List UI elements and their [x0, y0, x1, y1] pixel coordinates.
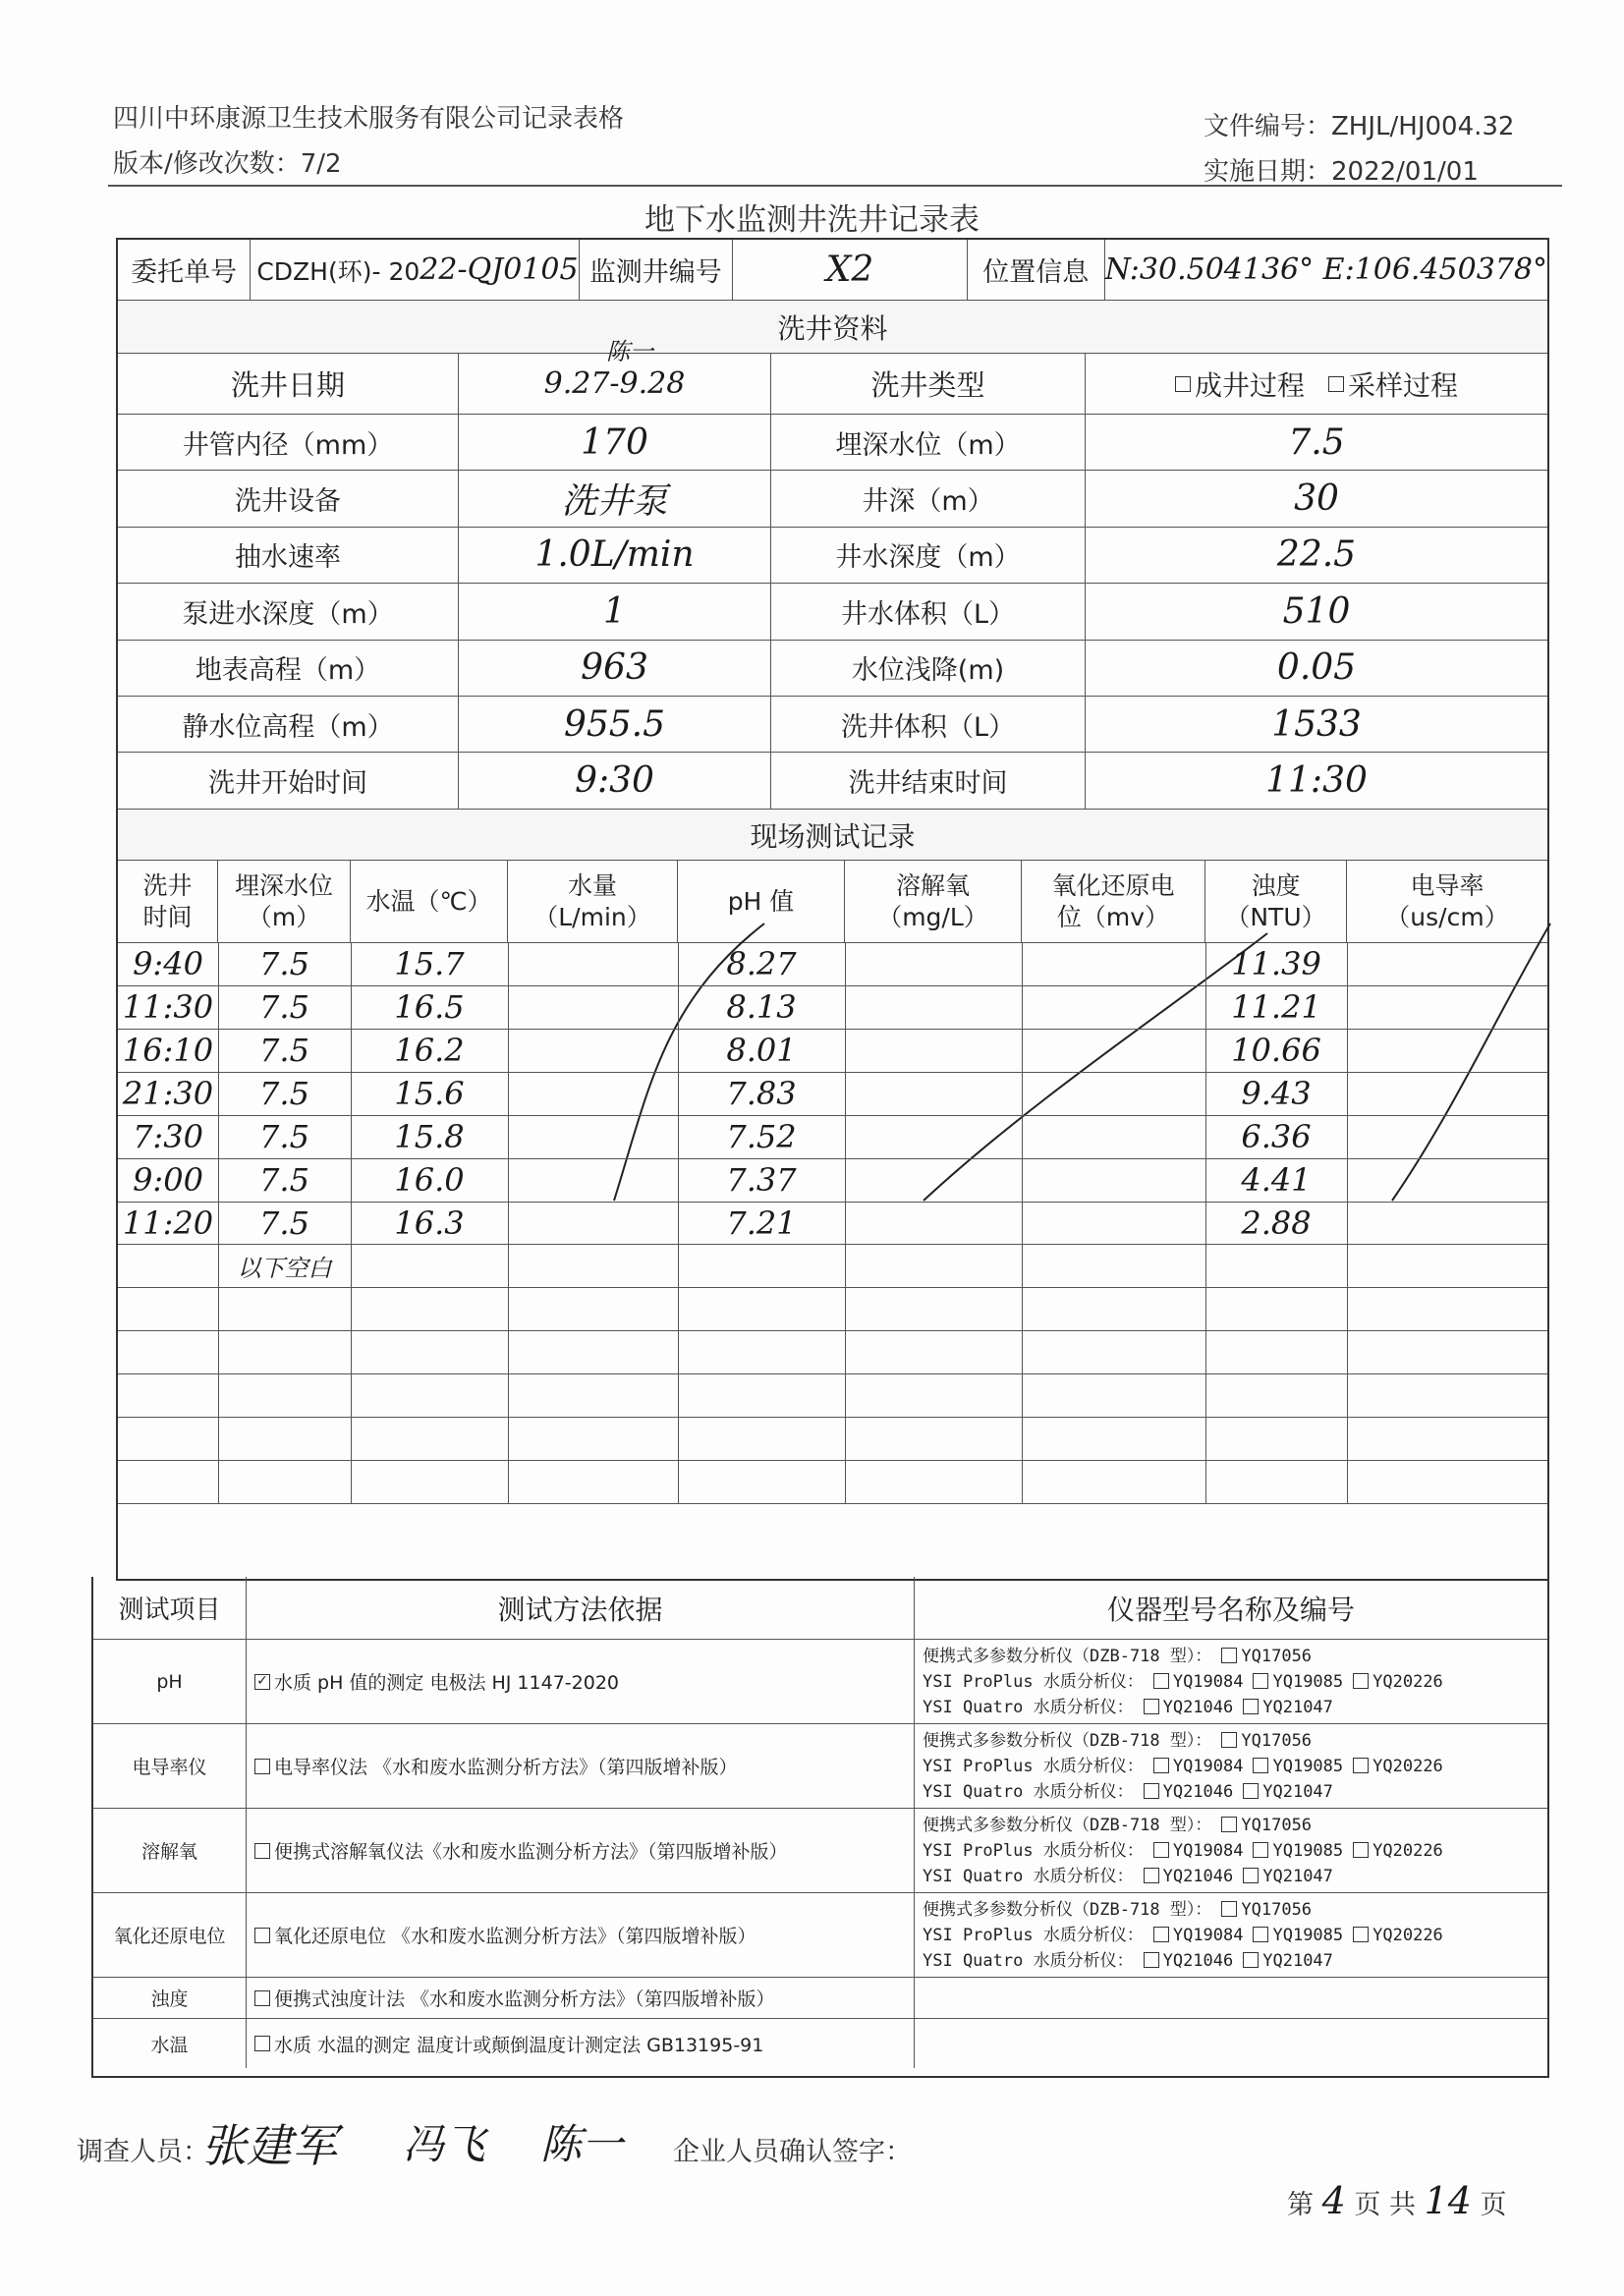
signature-2: 冯飞: [403, 2120, 486, 2168]
info-label: 埋深水位（m）: [771, 415, 1086, 470]
instrument-code: YQ17056: [1241, 1646, 1313, 1666]
info-value: 22.5: [1276, 534, 1357, 576]
method-item: 氧化还原电位: [93, 1893, 247, 1977]
checkbox-sampling[interactable]: [1328, 376, 1344, 392]
field-data-grid: [118, 943, 1547, 1504]
method-cell: [247, 1978, 915, 2018]
page-prefix: 第: [1287, 2190, 1314, 2220]
wash-date-note: 陈一: [606, 338, 653, 365]
instrument-code: YQ19085: [1272, 1756, 1344, 1776]
info-label: 地表高程（m）: [118, 641, 459, 696]
field-cell-ph: 8.27: [726, 945, 797, 983]
wash-date-value: [459, 338, 771, 414]
instrument-line: [923, 1864, 1443, 1889]
method-cell: [247, 1724, 915, 1808]
page-number: [1287, 2179, 1507, 2222]
wash-date-label: 洗井日期: [118, 354, 459, 414]
instrument-code: YQ19085: [1272, 1840, 1344, 1861]
instrument-code: YQ20226: [1372, 1671, 1443, 1692]
instrument-line: [923, 1695, 1443, 1720]
wash-type-options: [1086, 354, 1547, 414]
instrument-line: [923, 1728, 1443, 1754]
field-cell-ntu: 11.21: [1231, 988, 1321, 1027]
field-cell-temp: 15.6: [394, 1075, 465, 1113]
instrument-name: YSI ProPlus 水质分析仪：: [923, 1925, 1144, 1945]
field-cell-time: 7:30: [133, 1118, 203, 1156]
instrument-list: [923, 1644, 1443, 1720]
table-row: [118, 1245, 1547, 1288]
field-cell-ph: 7.83: [726, 1075, 797, 1113]
wash-info-row: [118, 471, 1547, 527]
info-label: 井管内径（mm）: [118, 415, 459, 470]
investigator-label: 调查人员：: [77, 2137, 209, 2167]
instrument-list: [923, 1728, 1443, 1805]
info-value: 11:30: [1265, 760, 1368, 802]
wash-info-row: [118, 697, 1547, 753]
method-checkbox[interactable]: [254, 1843, 270, 1859]
wash-date-hand: 9.27-9.28: [543, 366, 686, 401]
document-number: 文件编号：ZHJL/HJ004.32: [1204, 112, 1515, 141]
info-value: 7.5: [1288, 421, 1345, 463]
instrument-cell: [915, 1893, 1547, 1977]
info-value: 1: [459, 584, 771, 639]
info-label: 井水深度（m）: [771, 528, 1086, 583]
instrument-checkbox[interactable]: [1243, 1952, 1259, 1968]
wash-info-row: [118, 528, 1547, 584]
instrument-code: YQ19084: [1172, 1925, 1244, 1945]
entrust-label: 委托单号: [118, 240, 251, 300]
method-item: 浊度: [93, 1978, 247, 2018]
table-row: [118, 1203, 1547, 1246]
instrument-code: YQ21047: [1262, 1781, 1333, 1802]
version-label: 版本/修改次数：7/2: [113, 149, 342, 179]
field-cell-depth: 7.5: [259, 988, 309, 1027]
instrument-checkbox[interactable]: [1221, 1648, 1237, 1663]
info-value: 510: [1282, 590, 1351, 632]
instrument-code: YQ21046: [1162, 1781, 1234, 1802]
info-value: 30: [1294, 478, 1339, 520]
instrument-line: [923, 1813, 1443, 1838]
method-text: 便携式浊度计法 《水和废水监测分析方法》（第四版增补版）: [274, 1988, 775, 2010]
location-value: N:30.504136° E:106.450378°: [1104, 252, 1547, 287]
field-cell-ntu: 9.43: [1241, 1075, 1312, 1113]
instrument-checkbox[interactable]: [1221, 1732, 1237, 1748]
signature-3: 陈一: [540, 2120, 624, 2168]
instrument-line: [923, 1644, 1443, 1669]
instrument-name: 便携式多参数分析仪（DZB-718 型）：: [923, 1815, 1212, 1835]
entrust-value: [251, 240, 579, 300]
header-rule: [108, 185, 1562, 187]
instrument-cell: [915, 1978, 1547, 2018]
implementation-date: 实施日期：2022/01/01: [1204, 157, 1479, 187]
field-cell-temp: 16.2: [394, 1032, 465, 1070]
method-item: 水温: [93, 2019, 247, 2068]
methods-header-row: [93, 1577, 1547, 1640]
table-row: [118, 1288, 1547, 1331]
methods-section: [118, 1504, 1547, 1579]
location-label: 位置信息: [968, 240, 1105, 300]
table-row: [118, 986, 1547, 1030]
instrument-checkbox[interactable]: [1221, 1901, 1237, 1917]
instrument-code: YQ19085: [1272, 1925, 1344, 1945]
instrument-code: YQ21047: [1262, 1697, 1333, 1717]
method-checkbox[interactable]: [254, 1759, 270, 1774]
top-info-row: [118, 240, 1547, 301]
instrument-code: YQ21046: [1162, 1697, 1234, 1717]
method-text: 便携式溶解氧仪法《水和废水监测分析方法》（第四版增补版）: [274, 1841, 788, 1863]
instrument-code: YQ20226: [1372, 1756, 1443, 1776]
well-no-label: 监测井编号: [580, 240, 734, 300]
instrument-name: YSI ProPlus 水质分析仪：: [923, 1756, 1144, 1776]
wash-info-row: [118, 415, 1547, 471]
method-item: pH: [93, 1640, 247, 1723]
field-cell-depth: 7.5: [259, 1204, 309, 1242]
field-header-cell: 水量 （L/min）: [508, 861, 678, 942]
field-cell-depth: 7.5: [259, 945, 309, 983]
instrument-code: YQ19085: [1272, 1671, 1344, 1692]
info-value: 1533: [1271, 703, 1362, 745]
instrument-checkbox[interactable]: [1253, 1758, 1268, 1773]
method-cell: [247, 2019, 915, 2068]
methods-inst-header: 仪器型号名称及编号: [1106, 1593, 1355, 1626]
checkbox-well-construction[interactable]: [1175, 376, 1191, 392]
field-cell-ph: 7.21: [726, 1204, 797, 1242]
methods-item-header: 测试项目: [93, 1577, 247, 1639]
instrument-code: YQ17056: [1241, 1899, 1313, 1920]
instrument-checkbox[interactable]: [1144, 1868, 1159, 1883]
field-cell-temp: 16.3: [394, 1204, 465, 1242]
methods-table: [91, 1577, 1549, 2078]
field-cell-ph: 8.13: [726, 988, 797, 1027]
instrument-checkbox[interactable]: [1253, 1842, 1268, 1858]
method-row: [93, 2019, 1547, 2068]
entrust-prefix: CDZH(环)- 20: [256, 256, 420, 286]
field-note: 以下空白: [237, 1255, 332, 1283]
method-text: 水质 pH 值的测定 电极法 HJ 1147-2020: [274, 1672, 619, 1694]
page-mid: 页 共: [1354, 2190, 1416, 2220]
method-text: 氧化还原电位 《水和废水监测分析方法》（第四版增补版）: [274, 1926, 756, 1947]
instrument-code: YQ21047: [1262, 1866, 1333, 1886]
instrument-name: YSI Quatro 水质分析仪：: [923, 1781, 1134, 1802]
instrument-line: [923, 1779, 1443, 1805]
instrument-code: YQ19084: [1172, 1671, 1244, 1692]
field-header-cell: pH 值: [678, 861, 845, 942]
instrument-cell: [915, 2019, 1547, 2068]
instrument-checkbox[interactable]: [1353, 1842, 1369, 1858]
instrument-checkbox[interactable]: [1144, 1783, 1159, 1799]
field-cell-depth: 7.5: [259, 1075, 309, 1113]
field-cell-ph: 7.52: [726, 1118, 797, 1156]
table-row: [118, 1461, 1547, 1504]
instrument-checkbox[interactable]: [1353, 1927, 1369, 1942]
field-cell-temp: 16.5: [394, 988, 465, 1027]
section-field-test: 现场测试记录: [118, 810, 1547, 861]
field-cell-temp: 16.0: [394, 1161, 465, 1200]
field-header-cell: 浊度 （NTU）: [1205, 861, 1347, 942]
info-label: 井水体积（L）: [771, 584, 1086, 639]
info-label: 洗井结束时间: [771, 753, 1086, 808]
page-suffix: 页: [1480, 2190, 1507, 2220]
instrument-name: 便携式多参数分析仪（DZB-718 型）：: [923, 1899, 1212, 1920]
instrument-checkbox[interactable]: [1153, 1842, 1169, 1858]
info-value: 洗井泵: [459, 471, 771, 526]
wash-date-row: [118, 338, 1547, 415]
info-label: 水位浅降(m): [771, 641, 1086, 696]
table-row: [118, 943, 1547, 986]
table-row: [118, 1030, 1547, 1073]
field-cell-ntu: 4.41: [1241, 1161, 1312, 1200]
field-cell-time: 11:30: [122, 988, 214, 1027]
instrument-checkbox[interactable]: [1253, 1927, 1268, 1942]
info-value: 1.0L/min: [459, 528, 771, 583]
method-checkbox[interactable]: ✓: [254, 1674, 270, 1690]
instrument-code: YQ19084: [1172, 1840, 1244, 1861]
field-cell-temp: 15.8: [394, 1118, 465, 1156]
methods-method-header: 测试方法依据: [247, 1577, 915, 1639]
field-cell-ntu: 2.88: [1241, 1204, 1312, 1242]
instrument-code: YQ20226: [1372, 1840, 1443, 1861]
field-cell-time: 9:00: [133, 1161, 203, 1200]
page-total: 14: [1424, 2179, 1472, 2222]
info-value: 9:30: [459, 753, 771, 808]
method-row: [93, 1724, 1547, 1809]
table-row: [118, 1116, 1547, 1159]
table-row: [118, 1418, 1547, 1461]
table-row: [118, 1159, 1547, 1203]
instrument-line: [923, 1669, 1443, 1695]
method-row: [93, 1640, 1547, 1724]
instrument-line: [923, 1838, 1443, 1864]
info-value: 0.05: [1276, 647, 1357, 689]
instrument-checkbox[interactable]: [1153, 1758, 1169, 1773]
field-cell-depth: 7.5: [259, 1161, 309, 1200]
company-header: 四川中环康源卫生技术服务有限公司记录表格: [113, 104, 625, 134]
instrument-checkbox[interactable]: [1243, 1868, 1259, 1883]
method-checkbox[interactable]: [254, 1990, 270, 2006]
field-cell-time: 11:20: [122, 1204, 214, 1242]
instrument-code: YQ20226: [1372, 1925, 1443, 1945]
method-checkbox[interactable]: [254, 2036, 270, 2051]
info-value: 955.5: [459, 697, 771, 752]
info-label: 静水位高程（m）: [118, 697, 459, 752]
instrument-name: YSI Quatro 水质分析仪：: [923, 1866, 1134, 1886]
field-cell-ph: 7.37: [726, 1161, 797, 1200]
instrument-checkbox[interactable]: [1243, 1783, 1259, 1799]
info-label: 抽水速率: [118, 528, 459, 583]
field-cell-time: 16:10: [122, 1032, 214, 1070]
instrument-name: 便携式多参数分析仪（DZB-718 型）：: [923, 1646, 1212, 1666]
instrument-cell: [915, 1640, 1547, 1723]
method-cell: [247, 1640, 915, 1723]
method-cell: [247, 1809, 915, 1892]
info-value: 170: [459, 415, 771, 470]
instrument-name: YSI Quatro 水质分析仪：: [923, 1950, 1134, 1971]
instrument-checkbox[interactable]: [1153, 1927, 1169, 1942]
field-cell-ntu: 6.36: [1241, 1118, 1312, 1156]
field-cell-time: 9:40: [133, 945, 203, 983]
info-label: 洗井设备: [118, 471, 459, 526]
field-cell-time: 21:30: [122, 1075, 214, 1113]
field-cell-depth: 7.5: [259, 1118, 309, 1156]
table-row: [118, 1331, 1547, 1374]
instrument-code: YQ21047: [1262, 1950, 1333, 1971]
wash-type-opt1: 成井过程: [1194, 368, 1305, 402]
instrument-code: YQ17056: [1241, 1730, 1313, 1751]
instrument-checkbox[interactable]: [1221, 1817, 1237, 1832]
method-row: [93, 1978, 1547, 2019]
wash-type-label: 洗井类型: [771, 354, 1086, 414]
method-text: 电导率仪法 《水和废水监测分析方法》（第四版增补版）: [274, 1757, 738, 1778]
wash-info-row: [118, 584, 1547, 640]
instrument-line: [923, 1948, 1443, 1974]
info-label: 洗井体积（L）: [771, 697, 1086, 752]
wash-type-opt2: 采样过程: [1348, 368, 1459, 402]
instrument-cell: [915, 1809, 1547, 1892]
instrument-line: [923, 1923, 1443, 1948]
field-cell-ph: 8.01: [726, 1032, 797, 1070]
info-label: 井深（m）: [771, 471, 1086, 526]
field-header-row: [118, 861, 1547, 943]
instrument-checkbox[interactable]: [1243, 1699, 1259, 1714]
info-label: 洗井开始时间: [118, 753, 459, 808]
field-header-cell: 电导率 （us/cm）: [1385, 870, 1509, 931]
field-cell-depth: 7.5: [259, 1032, 309, 1070]
instrument-code: YQ19084: [1172, 1756, 1244, 1776]
field-header-cell: 溶解氧 （mg/L）: [845, 861, 1022, 942]
company-sign-label: 企业人员确认签字：: [673, 2137, 912, 2167]
wash-info-row: [118, 641, 1547, 697]
form-title: 地下水监测井洗井记录表: [644, 202, 980, 238]
info-label: 泵进水深度（m）: [118, 584, 459, 639]
instrument-checkbox[interactable]: [1144, 1952, 1159, 1968]
instrument-list: [923, 1813, 1443, 1889]
instrument-name: YSI ProPlus 水质分析仪：: [923, 1840, 1144, 1861]
instrument-code: YQ21046: [1162, 1950, 1234, 1971]
instrument-line: [923, 1754, 1443, 1779]
info-value: 963: [459, 641, 771, 696]
field-cell-ntu: 10.66: [1231, 1032, 1321, 1070]
well-no-value: X2: [733, 240, 968, 300]
wash-info-row: [118, 753, 1547, 809]
field-cell-ntu: 11.39: [1231, 945, 1321, 983]
instrument-checkbox[interactable]: [1353, 1758, 1369, 1773]
wash-record-table: [116, 238, 1549, 1581]
instrument-cell: [915, 1724, 1547, 1808]
method-row: [93, 1893, 1547, 1978]
field-header-cell: 洗井 时间: [118, 861, 218, 942]
entrust-hand: 22-QJ0105: [420, 252, 579, 287]
method-text: 水质 水温的测定 温度计或颠倒温度计测定法 GB13195-91: [274, 2034, 764, 2056]
instrument-line: [923, 1897, 1443, 1923]
instrument-checkbox[interactable]: [1153, 1673, 1169, 1689]
table-row: [118, 1374, 1547, 1418]
instrument-checkbox[interactable]: [1253, 1673, 1268, 1689]
method-cell: [247, 1893, 915, 1977]
method-row: [93, 1809, 1547, 1893]
page-no: 4: [1321, 2179, 1346, 2222]
method-item: 溶解氧: [93, 1809, 247, 1892]
field-cell-temp: 15.7: [394, 945, 465, 983]
method-checkbox[interactable]: [254, 1928, 270, 1943]
instrument-checkbox[interactable]: [1353, 1673, 1369, 1689]
table-row: [118, 1073, 1547, 1116]
instrument-checkbox[interactable]: [1144, 1699, 1159, 1714]
instrument-list: [923, 1897, 1443, 1974]
section-wash-info: 洗井资料: [118, 301, 1547, 354]
instrument-name: 便携式多参数分析仪（DZB-718 型）：: [923, 1730, 1212, 1751]
method-item: 电导率仪: [93, 1724, 247, 1808]
field-header-cell: 氧化还原电 位（mv）: [1022, 861, 1205, 942]
instrument-code: YQ21046: [1162, 1866, 1234, 1886]
instrument-name: YSI ProPlus 水质分析仪：: [923, 1671, 1144, 1692]
field-header-cell: 埋深水位（m）: [218, 861, 351, 942]
instrument-code: YQ17056: [1241, 1815, 1313, 1835]
instrument-name: YSI Quatro 水质分析仪：: [923, 1697, 1134, 1717]
field-header-cell: 水温（℃）: [351, 861, 508, 942]
signature-1: 张建军: [201, 2119, 337, 2172]
